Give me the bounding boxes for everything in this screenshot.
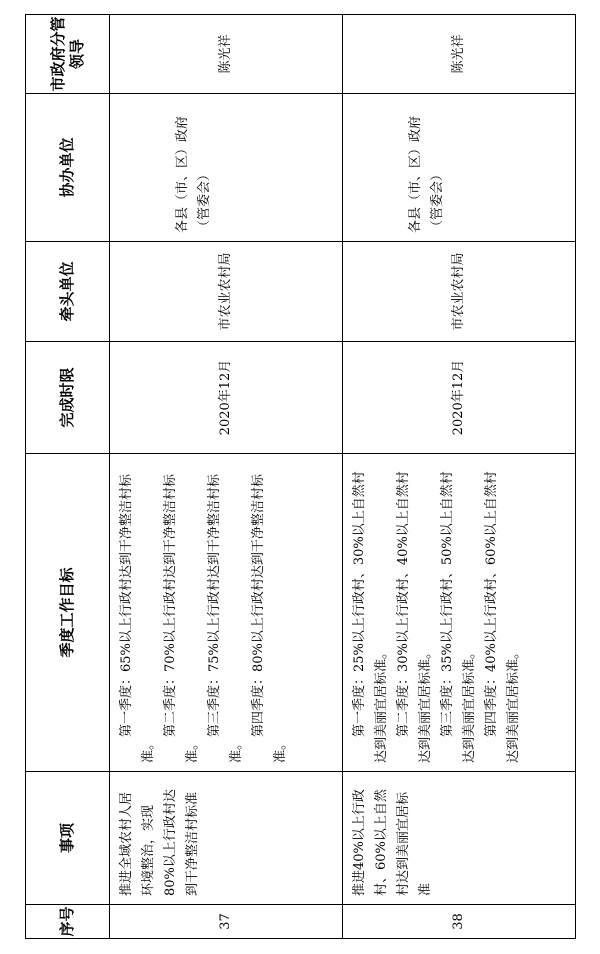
- goal-q3: 第三季度：75%以上行政村达到干净整洁村标准。: [207, 474, 244, 763]
- goal-q1: 第一季度：65%以上行政村达到干净整洁村标准。: [119, 474, 156, 763]
- row-seq: 38: [343, 905, 576, 939]
- task-table: [25, 14, 576, 939]
- header-leader: 市政府分管领导: [26, 15, 110, 94]
- goal-q2: 第二季度：30%以上行政村、40%以上自然村达到美丽宜居标准。: [396, 471, 433, 763]
- header-lead-unit: 牵头单位: [26, 242, 110, 342]
- header-item: 事项: [26, 772, 110, 905]
- header-goal: 季度工作目标: [26, 454, 110, 772]
- goal-q4: 第四季度：40%以上行政村、60%以上自然村达到美丽宜居标准。: [484, 471, 521, 763]
- header-seq: 序号: [26, 905, 110, 939]
- goal-q3: 第三季度：35%以上行政村、50%以上自然村达到美丽宜居标准。: [440, 471, 477, 763]
- header-deadline: 完成时限: [26, 342, 110, 454]
- row-assist-unit: [110, 94, 343, 242]
- row-seq: 37: [110, 905, 343, 939]
- header-row: [26, 15, 110, 939]
- header-assist-unit: 协办单位: [26, 94, 110, 242]
- row-leader: 陈光祥: [343, 15, 576, 94]
- row-assist-text: 各县（市、区）政府（管委会）: [175, 115, 212, 233]
- row-item-text: 推进全域农村人居环境整治，实现80%以上行政村达到干净整洁村标准: [119, 789, 200, 896]
- goal-q1: 第一季度：25%以上行政村、30%以上自然村达到美丽宜居标准。: [352, 471, 389, 763]
- row-deadline: 2020年12月: [110, 342, 343, 454]
- table-row: [343, 15, 576, 939]
- row-goal: [343, 454, 576, 772]
- row-item: [110, 772, 343, 905]
- row-assist-unit: [343, 94, 576, 242]
- rotated-table-wrapper: [25, 15, 575, 939]
- row-lead-unit: 市农业农村局: [110, 242, 343, 342]
- row-deadline: 2020年12月: [343, 342, 576, 454]
- row-item: [343, 772, 576, 905]
- row-assist-text: 各县（市、区）政府（管委会）: [408, 115, 445, 233]
- goal-q4: 第四季度：80%以上行政村达到干净整洁村标准。: [251, 474, 288, 763]
- goal-q2: 第二季度：70%以上行政村达到干净整洁村标准。: [163, 474, 200, 763]
- row-lead-unit: 市农业农村局: [343, 242, 576, 342]
- row-goal-list: [110, 454, 298, 771]
- row-goal-list: [343, 454, 531, 771]
- table-row: [110, 15, 343, 939]
- row-leader: 陈光祥: [110, 15, 343, 94]
- row-item-text: 推进40%以上行政村、60%以上自然村达到美丽宜居标准: [352, 789, 433, 896]
- row-goal: [110, 454, 343, 772]
